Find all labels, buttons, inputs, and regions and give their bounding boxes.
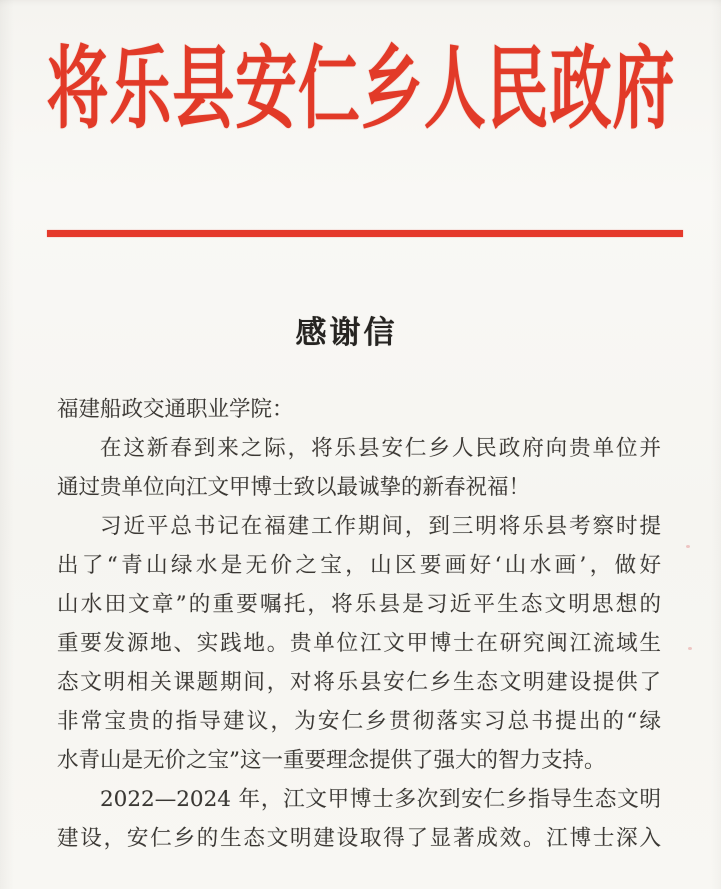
scan-speck bbox=[686, 545, 690, 548]
letterhead-org-name: 将乐县安仁乡人民政府 bbox=[46, 35, 675, 142]
letter-title: 感谢信 bbox=[295, 315, 398, 351]
body-line-2: 通过贵单位向江文甲博士致以最诚挚的新春祝福！ bbox=[57, 475, 531, 500]
body-line-5: 山水田文章”的重要嘱托，将乐县是习近平生态文明思想的 bbox=[57, 592, 661, 617]
letterhead bbox=[0, 0, 721, 142]
letter-body bbox=[57, 390, 661, 858]
body-line-1: 在这新春到来之际，将乐县安仁乡人民政府向贵单位并 bbox=[100, 436, 661, 461]
salutation: 福建船政交通职业学院： bbox=[57, 397, 294, 422]
body-line-3: 习近平总书记在福建工作期间，到三明将乐县考察时提 bbox=[100, 514, 661, 539]
body-line-9: 水青山是无价之宝”这一重要理念提供了强大的智力支持。 bbox=[57, 748, 606, 773]
body-line-11: 建设，安仁乡的生态文明建设取得了显著成效。江博士深入 bbox=[57, 826, 661, 851]
body-line-4: 出了“青山绿水是无价之宝，山区要画好‘山水画’，做好 bbox=[57, 553, 661, 578]
body-line-7: 态文明相关课题期间，对将乐县安仁乡生态文明建设提供了 bbox=[57, 670, 661, 695]
body-line-6: 重要发源地、实践地。贵单位江文甲博士在研究闽江流域生 bbox=[57, 631, 661, 656]
body-line-10: 2022—2024 年，江文甲博士多次到安仁乡指导生态文明 bbox=[100, 787, 661, 812]
body-line-8: 非常宝贵的指导建议，为安仁乡贯彻落实习总书提出的“绿 bbox=[57, 709, 661, 734]
letterhead-rule bbox=[47, 230, 683, 237]
letter-content bbox=[0, 316, 721, 858]
scan-speck bbox=[688, 647, 692, 650]
